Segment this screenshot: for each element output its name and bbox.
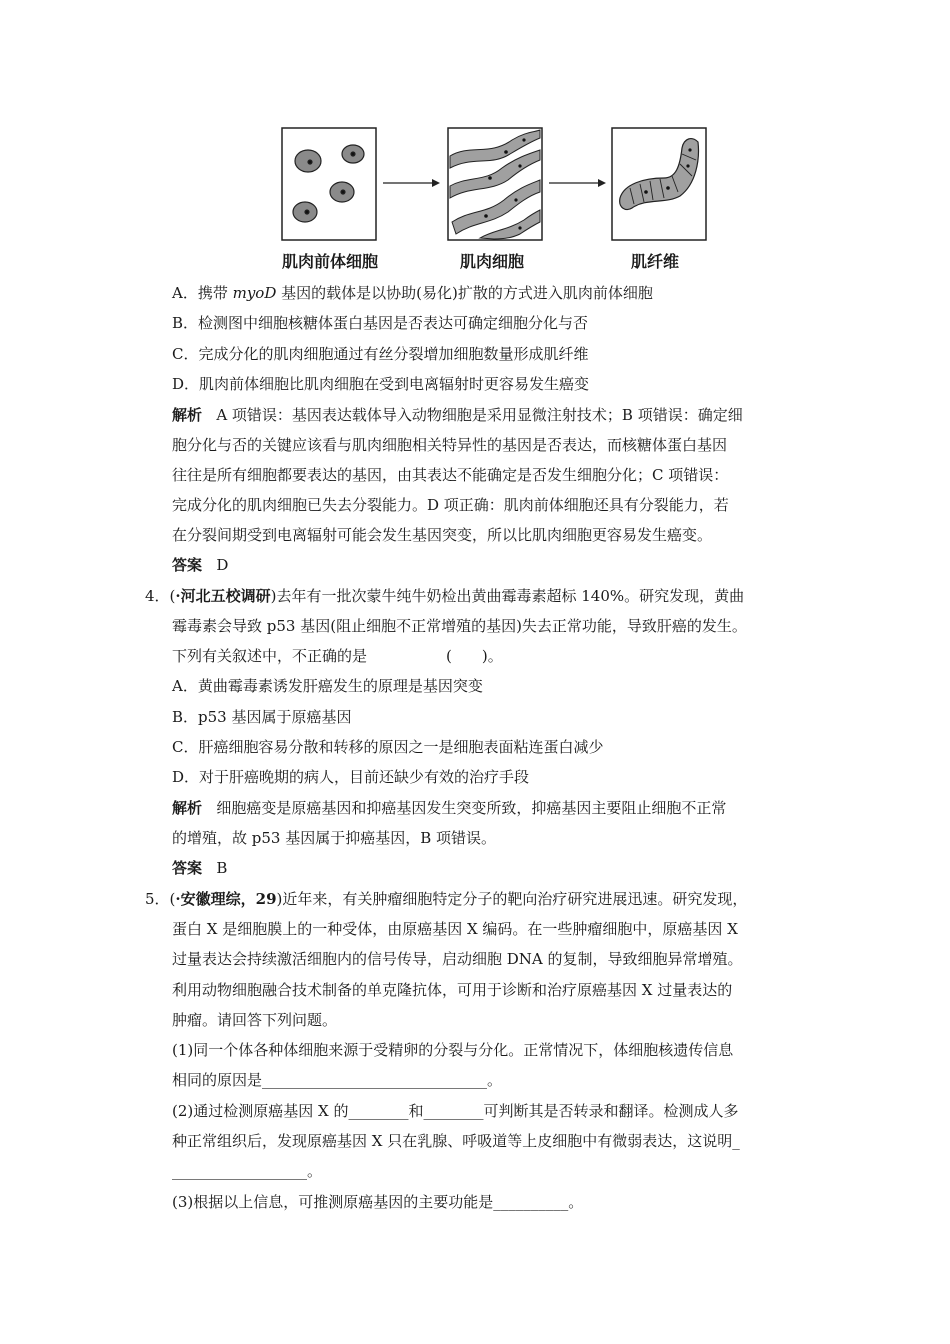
q5-source: ·安徽理综，29 bbox=[175, 890, 277, 908]
q5-stem-line bbox=[145, 889, 747, 909]
myoblast-panel bbox=[282, 128, 376, 240]
q4-number: 4．( bbox=[145, 587, 176, 605]
q4-stem-line: 下列有关叙述中，不正确的是 bbox=[172, 647, 368, 665]
q5-subquestion-line: (3)根据以上信息，可推测原癌基因的主要功能是__________。 bbox=[172, 1193, 584, 1211]
caption-myoblast: 肌肉前体细胞 bbox=[282, 252, 379, 271]
q3-answer bbox=[172, 555, 228, 575]
q4-analysis-text: 细胞癌变是原癌基因和抑癌基因发生突变所致，抑癌基因主要阻止细胞不正常 bbox=[216, 799, 727, 817]
q4-option-a: A．黄曲霉毒素诱发肝癌发生的原理是基因突变 bbox=[172, 677, 483, 695]
q5-subquestion-line: 种正常组织后，发现原癌基因 X 只在乳腺、呼吸道等上皮细胞中有微弱表达，这说明_ bbox=[172, 1132, 740, 1150]
q4-analysis-line bbox=[172, 798, 726, 818]
q4-stem-text: )去年有一批次蒙牛纯牛奶检出黄曲霉毒素超标 140%。研究发现，黄曲 bbox=[270, 587, 745, 605]
caption-myofiber: 肌纤维 bbox=[631, 252, 680, 271]
arrow-icon bbox=[549, 179, 606, 187]
q3-answer-label: 答案 bbox=[172, 556, 203, 574]
q3-option-b: B．检测图中细胞核糖体蛋白基因是否表达可确定细胞分化与否 bbox=[172, 314, 589, 332]
q3-option-a-prefix: A．携带 bbox=[172, 284, 233, 302]
q5-stem-line: 蛋白 X 是细胞膜上的一种受体，由原癌基因 X 编码。在一些肿瘤细胞中，原癌基因 X bbox=[172, 920, 738, 938]
q4-analysis-line: 的增殖，故 p53 基因属于抑癌基因，B 项错误。 bbox=[172, 829, 497, 847]
q5-stem-text: )近年来，有关肿瘤细胞特定分子的靶向治疗研究进展迅速。研究发现， bbox=[276, 890, 748, 908]
q3-analysis-line: 胞分化与否的关键应该看与肌肉细胞相关特异性的基因是否表达，而核糖体蛋白基因 bbox=[172, 436, 728, 454]
q3-analysis-label: 解析 bbox=[172, 406, 203, 424]
q3-analysis-line: 在分裂间期受到电离辐射可能会发生基因突变，所以比肌肉细胞更容易发生癌变。 bbox=[172, 526, 713, 544]
q4-stem-line: 霉毒素会导致 p53 基因(阻止细胞不正常增殖的基因)失去正常功能，导致肝癌的发生。 bbox=[172, 617, 747, 635]
q4-answer bbox=[172, 858, 227, 878]
q3-option-a-suffix: 基因的载体是以协助(易化)扩散的方式进入肌肉前体细胞 bbox=[276, 284, 653, 302]
q4-answer-value: B bbox=[216, 859, 228, 877]
q3-answer-value: D bbox=[216, 556, 229, 574]
q4-source: ·河北五校调研 bbox=[175, 587, 271, 605]
q4-stem-line bbox=[145, 586, 744, 606]
q4-answer-bracket: ( )。 bbox=[446, 647, 503, 665]
q4-answer-label: 答案 bbox=[172, 859, 203, 877]
q4-option-c: C．肝癌细胞容易分散和转移的原因之一是细胞表面粘连蛋白减少 bbox=[172, 738, 604, 756]
q4-option-b: B．p53 基因属于原癌基因 bbox=[172, 708, 352, 726]
q3-analysis-line: 完成分化的肌肉细胞已失去分裂能力。D 项正确：肌肉前体细胞还具有分裂能力，若 bbox=[172, 496, 729, 514]
q3-option-a-gene: myoD bbox=[232, 284, 277, 302]
caption-muscle-cell: 肌肉细胞 bbox=[460, 252, 525, 271]
q3-analysis-line: 往往是所有细胞都要表达的基因，由其表达不能确定是否发生细胞分化；C 项错误： bbox=[172, 466, 729, 484]
q5-subquestion-line: __________________。 bbox=[172, 1162, 323, 1180]
q5-stem-line: 肿瘤。请回答下列问题。 bbox=[172, 1011, 338, 1029]
q5-subquestion-line: 相同的原因是______________________________。 bbox=[172, 1071, 503, 1089]
q3-analysis-line bbox=[172, 405, 743, 425]
q5-stem-line: 利用动物细胞融合技术制备的单克隆抗体，可用于诊断和治疗原癌基因 X 过量表达的 bbox=[172, 981, 733, 999]
q3-option-d: D．肌肉前体细胞比肌肉细胞在受到电离辐射时更容易发生癌变 bbox=[172, 375, 590, 393]
q4-option-d: D．对于肝癌晚期的病人，目前还缺少有效的治疗手段 bbox=[172, 768, 530, 786]
q5-number: 5．( bbox=[145, 890, 176, 908]
q3-analysis-text: A 项错误：基因表达载体导入动物细胞是采用显微注射技术；B 项错误：确定细 bbox=[216, 406, 743, 424]
q5-stem-line: 过量表达会持续激活细胞内的信号传导，启动细胞 DNA 的复制，导致细胞异常增殖。 bbox=[172, 950, 743, 968]
q3-option-c: C．完成分化的肌肉细胞通过有丝分裂增加细胞数量形成肌纤维 bbox=[172, 345, 589, 363]
q5-subquestion-line: (2)通过检测原癌基因 X 的________和________可判断其是否转录和翻译。检测成人多 bbox=[172, 1102, 739, 1120]
cell-differentiation-figure bbox=[280, 126, 710, 276]
q5-subquestion-line: (1)同一个体各种体细胞来源于受精卵的分裂与分化。正常情况下，体细胞核遗传信息 bbox=[172, 1041, 734, 1059]
arrow-icon bbox=[383, 179, 440, 187]
q3-option-a bbox=[172, 283, 653, 303]
figure-drawing bbox=[280, 126, 710, 246]
q4-analysis-label: 解析 bbox=[172, 799, 203, 817]
